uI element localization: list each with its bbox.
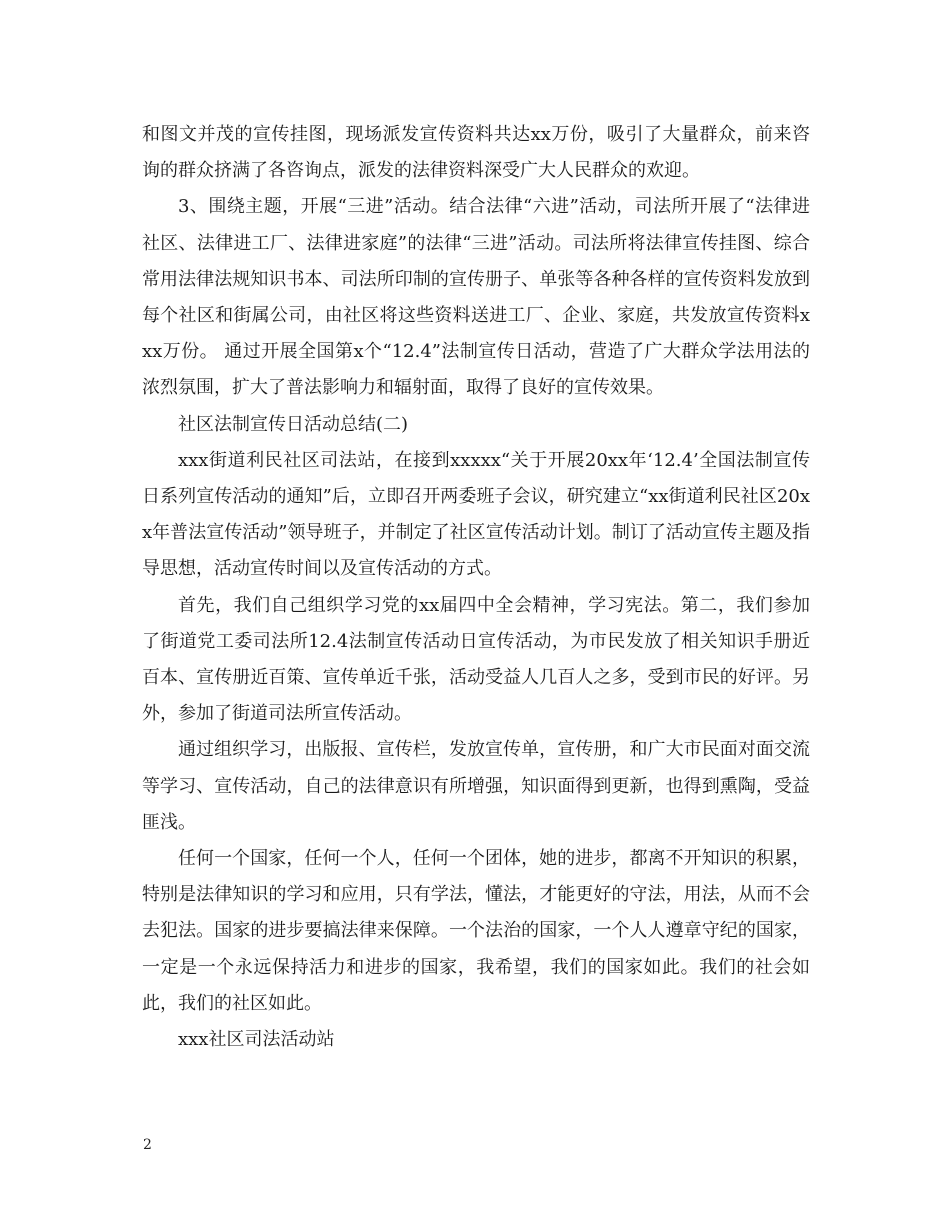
page-number: 2	[143, 1137, 152, 1153]
signature-line: xxx社区司法活动站	[178, 1029, 335, 1051]
document-body	[142, 117, 810, 1058]
paragraph-continuation: 和图文并茂的宣传挂图，现场派发宣传资料共达xx万份，吸引了大量群众，前来咨询的群众挤满了各咨询点，派发的法律资料深受广大人民群众的欢迎。	[142, 124, 810, 182]
section-heading: 社区法制宣传日活动总结(二)	[178, 413, 409, 435]
paragraph-conclusion: 任何一个国家，任何一个人，任何一个团体，她的进步，都离不开知识的积累，特别是法律知识的学习和应用，只有学法，懂法，才能更好的守法，用法，从而不会去犯法。国家的进步要搞法律来保障。一个法治的国家，一个人人遵章守纪的国家，一定是一个永远保持活力和进步的国家，我希望，我们的国家如此。我们的社会如此，我们的社区如此。	[142, 848, 810, 1014]
paragraph-first-second: 首先，我们自己组织学习党的xx届四中全会精神，学习宪法。第二，我们参加了街道党工委司法所12.4法制宣传活动日宣传活动，为市民发放了相关知识手册近百本、宣传册近百策、宣传单近千张，活动受益人几百人之多，受到市民的好评。另外，参加了街道司法所宣传活动。	[142, 594, 810, 725]
paragraph-intro: xxx街道利民社区司法站，在接到xxxxx“关于开展20xx年‘12.4’全国法制宣传日系列宣传活动的通知”后，立即召开两委班子会议，研究建立“xx街道利民社区20xx年普法宣传活动”领导班子，并制定了社区宣传活动计划。制订了活动宣传主题及指导思想，活动宣传时间以及宣传活动的方式。	[142, 449, 810, 580]
paragraph-three-entries: 3、围绕主题，开展“三进”活动。结合法律“六进”活动，司法所开展了“法律进社区、法律进工厂、法律进家庭”的法律“三进”活动。司法所将法律宣传挂图、综合常用法律法规知识书本、司法所印制的宣传册子、单张等各种各样的宣传资料发放到每个社区和街属公司，由社区将这些资料送进工厂、企业、家庭，共发放宣传资料xxx万份。 通过开展全国第x个“12.4”法制宣传日活动，营造了广大群众学法用法的浓烈氛围，扩大了普法影响力和辐射面，取得了良好的宣传效果。	[142, 196, 810, 399]
paragraph-learning: 通过组织学习，出版报、宣传栏，发放宣传单，宣传册，和广大市民面对面交流等学习、宣传活动，自己的法律意识有所增强，知识面得到更新，也得到熏陶，受益匪浅。	[142, 739, 810, 833]
